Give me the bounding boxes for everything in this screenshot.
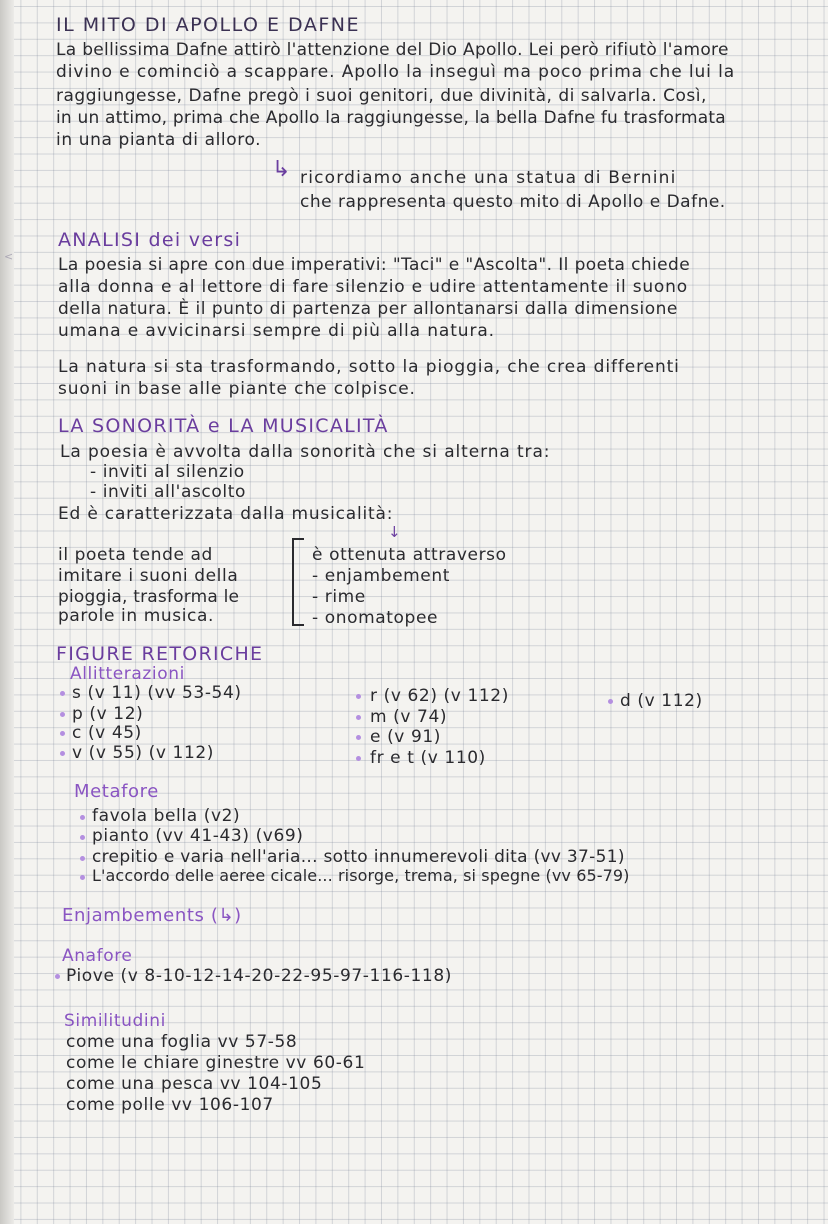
alliteration-item: v (v 55) (v 112) bbox=[72, 743, 215, 763]
bracket-divider bbox=[292, 538, 304, 626]
bullet-dot bbox=[60, 751, 65, 756]
anaphora-item: Piove (v 8-10-12-14-20-22-95-97-116-118) bbox=[66, 966, 452, 986]
sound-line: La poesia è avvolta dalla sonorità che si alterna tra: bbox=[60, 442, 551, 462]
sound-heading: LA SONORITÀ e LA MUSICALITÀ bbox=[58, 415, 389, 437]
note-line: che rappresenta questo mito di Apollo e Dafne. bbox=[300, 192, 726, 212]
alliteration-item: s (v 11) (vv 53-54) bbox=[72, 683, 242, 703]
means-line: - onomatopee bbox=[312, 608, 439, 628]
poet-line: imitare i suoni della bbox=[58, 566, 239, 586]
note-line: ricordiamo anche una statua di Bernini bbox=[300, 168, 677, 188]
bullet-dot bbox=[80, 856, 85, 861]
curved-arrow-icon: ↳ bbox=[272, 157, 292, 182]
alliteration-item: e (v 91) bbox=[370, 727, 442, 747]
bullet-dot bbox=[60, 712, 65, 717]
analysis-line: alla donna e al lettore di fare silenzio e udire attentamente il suono bbox=[58, 277, 688, 297]
nature-line: La natura si sta trasformando, sotto la pioggia, che crea differenti bbox=[58, 357, 680, 377]
bullet-dot bbox=[356, 694, 361, 699]
metaphor-item: favola bella (v2) bbox=[92, 806, 241, 826]
poet-line: il poeta tende ad bbox=[58, 545, 213, 565]
simile-item: come una pesca vv 104-105 bbox=[66, 1074, 323, 1094]
means-line: - enjambement bbox=[312, 566, 450, 586]
alliteration-item: c (v 45) bbox=[72, 723, 142, 743]
analysis-heading: ANALISI dei versi bbox=[58, 229, 242, 251]
nature-line: suoni in base alle piante che colpisce. bbox=[58, 379, 416, 399]
simile-item: come le chiare ginestre vv 60-61 bbox=[66, 1053, 366, 1073]
bullet-dot bbox=[60, 691, 65, 696]
alliteration-item: fr e t (v 110) bbox=[370, 748, 486, 768]
bullet-dot bbox=[80, 835, 85, 840]
metaphor-item: crepitio e varia nell'aria... sotto innumerevoli dita (vv 37-51) bbox=[92, 847, 625, 867]
page-title: IL MITO DI APOLLO E DAFNE bbox=[56, 14, 360, 36]
intro-line: La bellissima Dafne attirò l'attenzione del Dio Apollo. Lei però rifiutò l'amore bbox=[56, 40, 729, 60]
bullet-dot bbox=[356, 715, 361, 720]
intro-line: in un attimo, prima che Apollo la raggiungesse, la bella Dafne fu trasformata bbox=[56, 108, 726, 128]
poet-line: parole in musica. bbox=[58, 606, 214, 626]
bullet-dot bbox=[60, 731, 65, 736]
down-arrow-icon: ↓ bbox=[388, 523, 402, 541]
bullet-dot bbox=[80, 815, 85, 820]
means-line: è ottenuta attraverso bbox=[312, 545, 507, 565]
bullet-dot bbox=[55, 974, 60, 979]
anaphora-label: Anafore bbox=[62, 946, 133, 966]
figures-heading: FIGURE RETORICHE bbox=[56, 643, 264, 665]
sound-line: - inviti all'ascolto bbox=[90, 482, 246, 502]
alliteration-item: r (v 62) (v 112) bbox=[370, 686, 509, 706]
means-line: - rime bbox=[312, 587, 366, 607]
analysis-line: umana e avvicinarsi sempre di più alla natura. bbox=[58, 321, 495, 341]
alliteration-item: d (v 112) bbox=[620, 691, 703, 711]
enjambements-label: Enjambements (↳) bbox=[62, 905, 242, 926]
bullet-dot bbox=[356, 756, 361, 761]
alliterations-label: Allitterazioni bbox=[70, 664, 185, 684]
sound-line: Ed è caratterizzata dalla musicalità: bbox=[58, 504, 394, 524]
analysis-line: della natura. È il punto di partenza per allontanarsi dalla dimensione bbox=[58, 299, 678, 319]
alliteration-item: p (v 12) bbox=[72, 704, 144, 724]
notebook-binding bbox=[0, 0, 14, 1224]
bullet-dot bbox=[356, 735, 361, 740]
bullet-dot bbox=[80, 875, 85, 880]
poet-line: pioggia, trasforma le bbox=[58, 587, 240, 607]
analysis-line: La poesia si apre con due imperativi: "Taci" e "Ascolta". Il poeta chiede bbox=[58, 255, 691, 275]
metaphor-item: L'accordo delle aeree cicale... risorge, trema, si spegne (vv 65-79) bbox=[92, 866, 630, 885]
intro-line: raggiungesse, Dafne pregò i suoi genitori, due divinità, di salvarla. Così, bbox=[56, 86, 707, 106]
simile-item: come una foglia vv 57-58 bbox=[66, 1032, 298, 1052]
intro-line: divino e cominciò a scappare. Apollo la inseguì ma poco prima che lui la bbox=[56, 62, 736, 82]
margin-mark: < bbox=[4, 250, 14, 263]
sound-line: - inviti al silenzio bbox=[90, 462, 245, 482]
intro-line: in una pianta di alloro. bbox=[56, 130, 262, 150]
simile-item: come polle vv 106-107 bbox=[66, 1095, 274, 1115]
metaphors-label: Metafore bbox=[74, 781, 159, 802]
metaphor-item: pianto (vv 41-43) (v69) bbox=[92, 826, 304, 846]
bullet-dot bbox=[608, 699, 613, 704]
alliteration-item: m (v 74) bbox=[370, 707, 448, 727]
similes-label: Similitudini bbox=[64, 1011, 166, 1031]
